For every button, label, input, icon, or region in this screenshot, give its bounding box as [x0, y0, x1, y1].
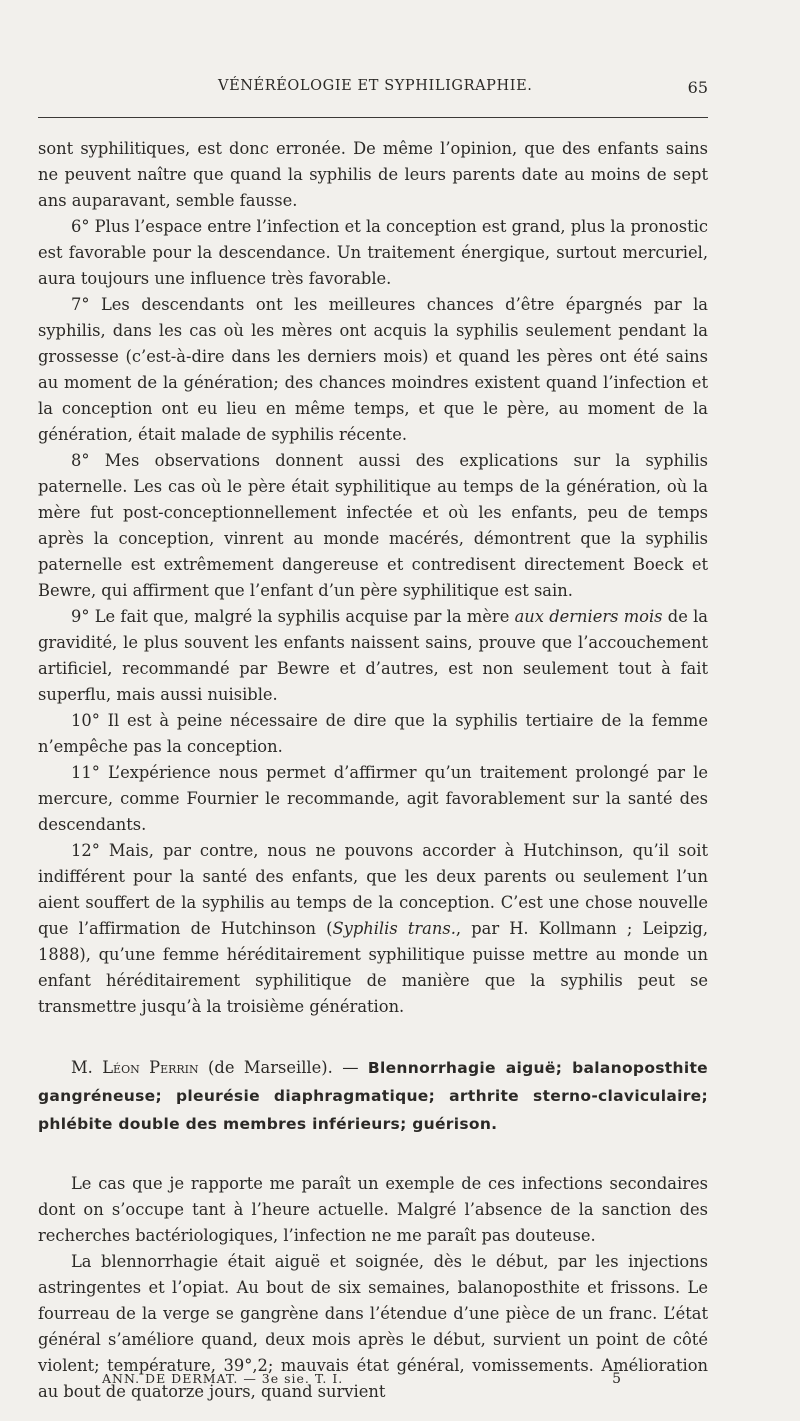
running-header [38, 78, 708, 104]
journal-line: ANN. DE DERMAT. — 3e sie. T. I. [102, 1371, 344, 1386]
author-place: (de Marseille). — [198, 1058, 368, 1077]
paragraph-9-italic: aux derniers mois [514, 607, 663, 626]
paragraph-12-text-start: 12° Mais, par contre, nous ne pouvons accorder à Hutchinson, qu’il soit indifférent pour la santé des enfants, que les deux parents ou seulement l’un aient souffert de la syphilis au temps de la conception. C’est une chose nouvelle que l’affirmation de Hutchinson ( [38, 841, 708, 938]
paragraph-9-text-end: de la gravidité, le plus souvent les enfants naissent sains, prouve que l’accouchement artificiel, recommandé par Bewre et d’autres, est non seulement tout à fait superflu, mais aussi nuisible. [38, 607, 708, 704]
paragraph-11: 11° L’expérience nous permet d’affirmer qu’un traitement prolongé par le mercure, comme Fournier le recommande, agit favorablement sur la santé des descendants. [38, 763, 708, 834]
paragraph-12-italic: Syphilis trans. [332, 919, 456, 938]
paragraph-9-text-start: 9° Le fait que, malgré la syphilis acquise par la mère [71, 607, 515, 626]
article-paragraph-2: La blennorrhagie était aiguë et soignée, dès le début, par les injections astringentes et l’opiat. Au bout de six semaines, balanoposthite et frissons. Le fourreau de la verge se gangrène dans l’étendue d’une pièce de un franc. L’état général s’améliore quand, deux mois après le début, survient un point de côté violent; température, 39°,2; mauvais état général, vomissements. Amélioration au bout de quatorze jours, quand survient [38, 1252, 708, 1401]
running-title: VÉNÉRÉOLOGIE ET SYPHILIGRAPHIE. [218, 78, 533, 94]
paragraph-8: 8° Mes observations donnent aussi des explications sur la syphilis paternelle. Les cas où le père était syphilitique au temps de la génération, où la mère fut post-conceptionnellement infectée et où les enfants, peu de temps après la conception, vinrent au monde macérés, démontrent que la syphilis paternelle est extrêmement dangereuse et contredisent directement Boeck et Bewre, qui affirment que l’enfant d’un père syphilitique est sain. [38, 451, 708, 600]
author-prefix: M. [71, 1058, 103, 1077]
page-footer [102, 1371, 622, 1393]
paragraph-10: 10° Il est à peine nécessaire de dire que la syphilis tertiaire de la femme n’empêche pas la conception. [38, 711, 708, 756]
paragraph-9 [38, 604, 708, 708]
page-number: 65 [687, 78, 708, 97]
main-text [38, 136, 708, 1405]
header-rule [38, 117, 708, 118]
article-title: Blennorrhagie aiguë; balanoposthite gangréneuse; pleurésie diaphragmatique; arthrite sterno-claviculaire; phlébite double des membres inférieurs; guérison. [38, 1059, 708, 1133]
article-heading [38, 1054, 708, 1138]
paragraph-continuation: sont syphilitiques, est donc erronée. De même l’opinion, que des enfants sains ne peuvent naître que quand la syphilis de leurs parents date au moins de sept ans auparavant, semble fausse. [38, 139, 708, 210]
paragraph-12 [38, 838, 708, 1020]
paragraph-12-text-end: , par H. Kollmann ; Leipzig, 1888), qu’une femme héréditairement syphilitique puisse mettre au monde un enfant héréditairement syphilitique de manière que la syphilis peut se transmettre jusqu’à la troisième génération. [38, 919, 708, 1016]
paragraph-6: 6° Plus l’espace entre l’infection et la conception est grand, plus la pronostic est favorable pour la descendance. Un traitement énergique, surtout mercuriel, aura toujours une influence très favorable. [38, 217, 708, 288]
author-name: Léon Perrin [102, 1058, 199, 1077]
signature-mark: 5 [612, 1371, 622, 1387]
article-paragraph-1: Le cas que je rapporte me paraît un exemple de ces infections secondaires dont on s’occupe tant à l’heure actuelle. Malgré l’absence de la sanction des recherches bactériologiques, l’infection ne me paraît pas douteuse. [38, 1174, 708, 1245]
paragraph-7: 7° Les descendants ont les meilleures chances d’être épargnés par la syphilis, dans les cas où les mères ont acquis la syphilis seulement pendant la grossesse (c’est-à-dire dans les derniers mois) et quand les pères ont été sains au moment de la génération; des chances moindres existent quand l’infection et la conception ont eu lieu en même temps, et que le père, au moment de la génération, était malade de syphilis récente. [38, 295, 708, 444]
